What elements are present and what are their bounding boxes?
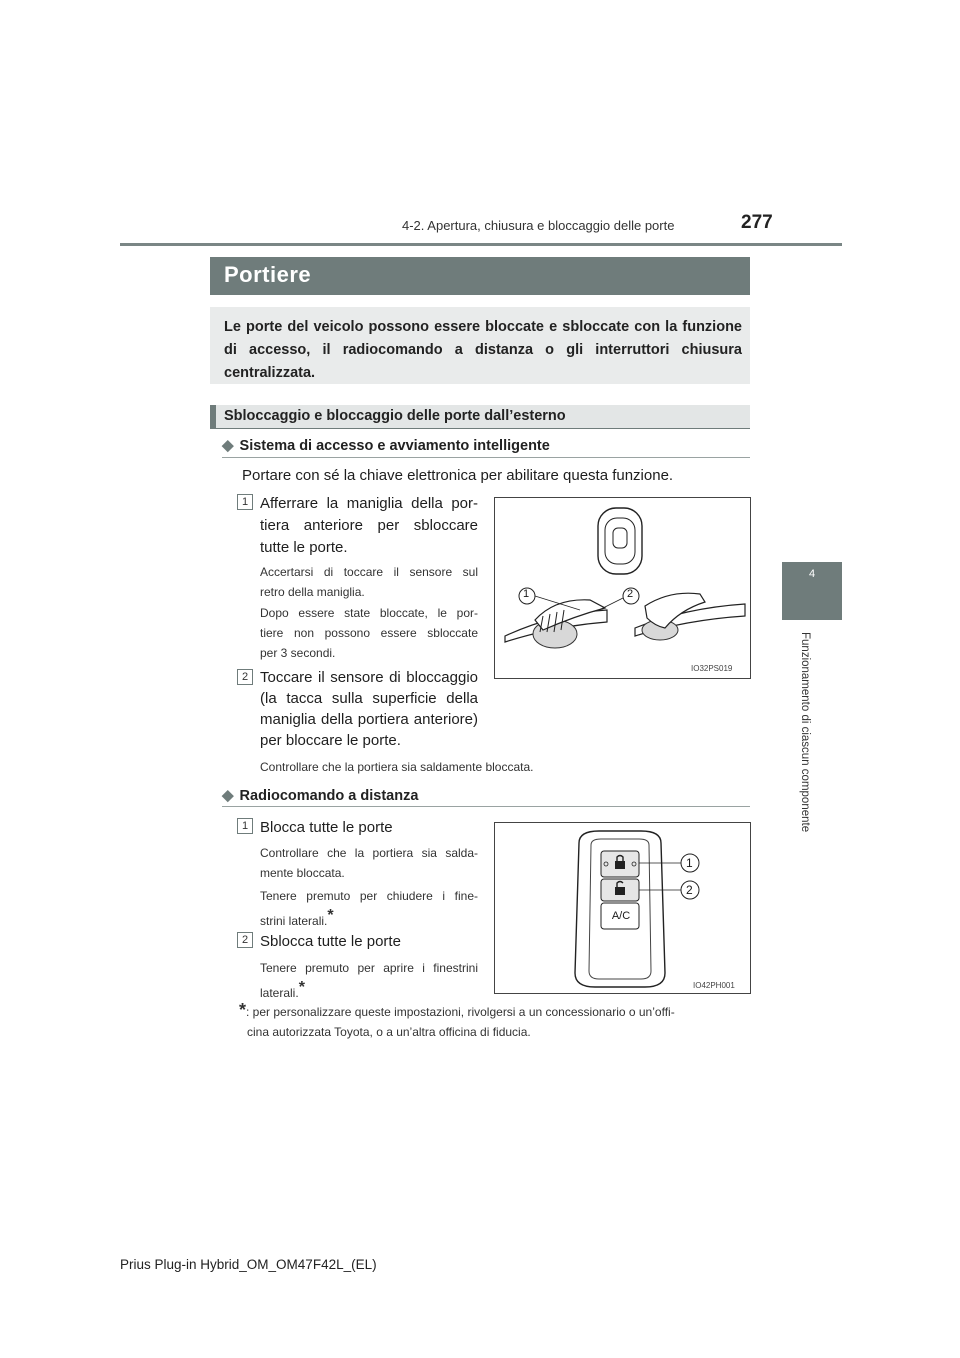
step1-text: Afferrare la maniglia della por- tiera anteriore per sbloccare tutte le porte. (260, 495, 478, 556)
remote-step1-note-2: Tenere premuto per chiudere i fine- strini laterali.* (260, 889, 478, 928)
remote-step1-note: Controllare che la portiera sia salda- mente bloccata. (260, 846, 478, 880)
step2-text: Toccare il sensore di bloccaggio (la tacca sulla superficie della maniglia della portiera anteriore) per bloccare le porte. (260, 669, 478, 749)
smart-access-heading: ◆ Sistema di accesso e avviamento intelligente (222, 437, 550, 454)
remote-step2-note: Tenere premuto per aprire i finestrini laterali.* (260, 961, 478, 1000)
lock-all-doors-label: Blocca tutte le porte (260, 819, 393, 836)
footnote: *: per personalizzare queste impostazioni, rivolgersi a un concessionario o un’offi- cina autorizzata Toyota, o a un’altra officina di fiducia. (239, 1000, 675, 1039)
remote-step-number-1: 1 (237, 818, 253, 834)
remote-key-figure (494, 822, 751, 994)
lock-button (601, 851, 639, 877)
door-handle-right (635, 593, 745, 640)
door-handle-left (505, 600, 607, 648)
remote-heading: ◆ Radiocomando a distanza (222, 787, 419, 804)
smart-key-icon (598, 508, 642, 574)
chapter-tab-number: 4 (808, 568, 816, 580)
unlock-all-doors-label: Sblocca tutte le porte (260, 933, 401, 950)
callout-2-label: 2 (686, 883, 693, 897)
chapter-title: 4-2. Apertura, chiusura e bloccaggio delle porte (402, 218, 675, 233)
step1-note-1: Accertarsi di toccare il sensore sul retro della maniglia. (260, 565, 478, 599)
remote-step-number-2: 2 (237, 932, 253, 948)
heading-underline (222, 806, 750, 807)
step-number-1: 1 (237, 494, 253, 510)
page-number: 277 (741, 212, 773, 233)
figure-code: IO42PH001 (693, 981, 735, 990)
callout-1-label: 1 (523, 588, 530, 600)
header-divider (120, 243, 842, 246)
callout-2-label: 2 (627, 588, 634, 600)
figure-code: IO32PS019 (691, 664, 733, 673)
heading-underline (222, 457, 750, 458)
diamond-bullet-icon: ◆ (222, 787, 234, 804)
chapter-tab-label: Funzionamento di ciascun componente (799, 632, 811, 833)
step2-note: Controllare che la portiera sia saldamente bloccata. (260, 760, 534, 774)
remote-key-illustration (495, 823, 750, 993)
document-id: Prius Plug-in Hybrid_OM_OM47F42L_(EL) (120, 1257, 377, 1272)
unlock-button (601, 879, 639, 901)
intro-text: Le porte del veicolo possono essere bloccate e sbloccate con la funzione di accesso, il radiocomando a distanza o gli interruttori chiusura centralizzata. (224, 319, 742, 381)
section-title: Portiere (224, 262, 312, 287)
door-handle-figure (494, 497, 751, 679)
step1-note-2: Dopo essere state bloccate, le por- tiere non possono essere sbloccate per 3 secondi. (260, 606, 478, 660)
step-number-2: 2 (237, 669, 253, 685)
subsection-bar-accent (210, 405, 216, 429)
ac-button-label: A/C (611, 910, 631, 922)
smart-access-lead: Portare con sé la chiave elettronica per abilitare questa funzione. (242, 467, 674, 484)
callout-1-label: 1 (686, 856, 693, 870)
subsection-title: Sbloccaggio e bloccaggio delle porte dall’esterno (224, 408, 566, 424)
diamond-bullet-icon: ◆ (222, 437, 234, 454)
door-handle-illustration (495, 498, 750, 678)
